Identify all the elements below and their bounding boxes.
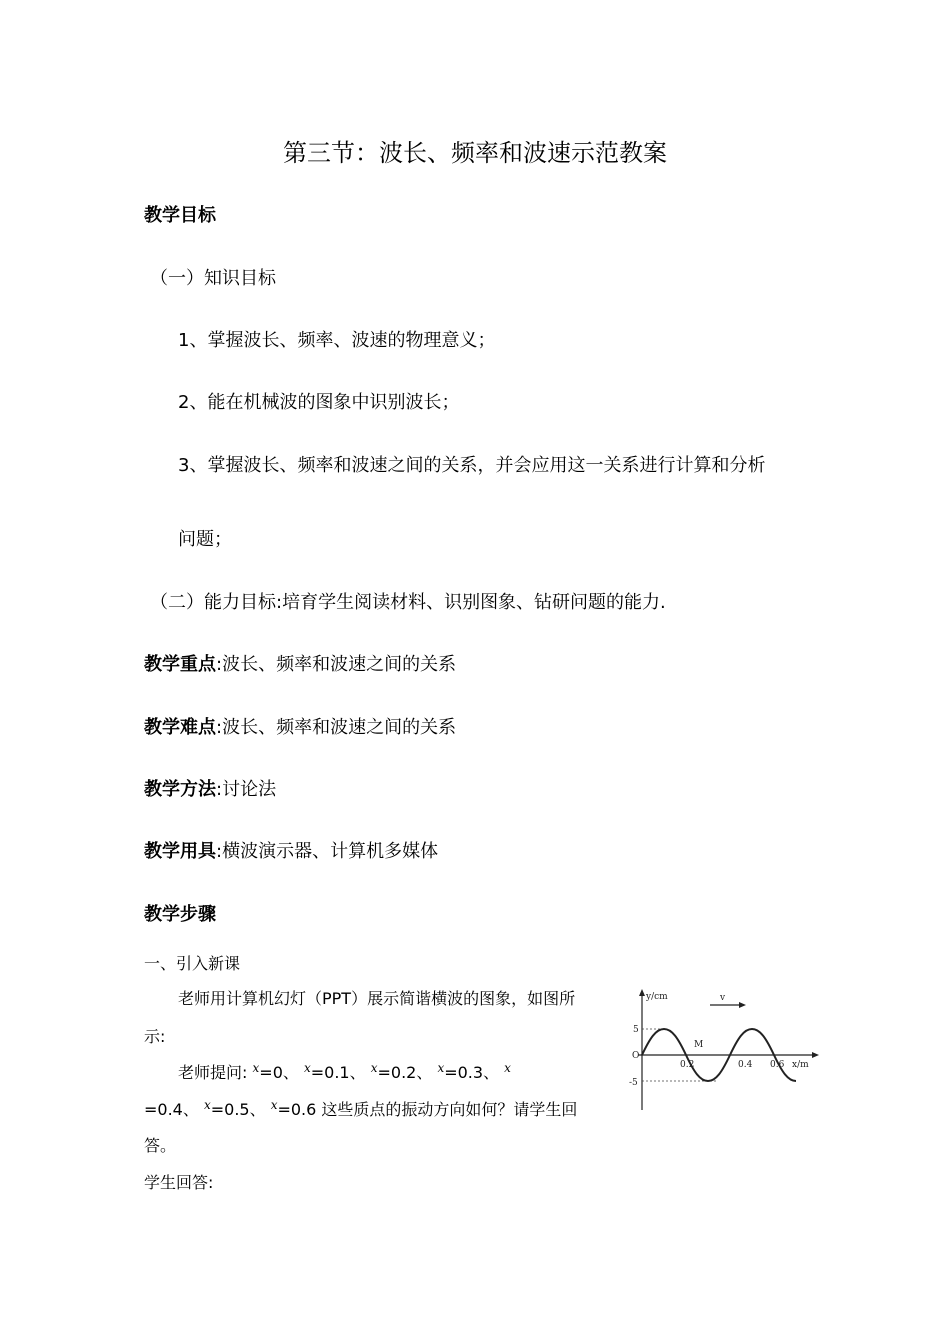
para1-line1: 老师用计算机幻灯（PPT）展示简谐横波的图象，如图所 bbox=[178, 989, 576, 1008]
tools-label: 教学用具 bbox=[144, 841, 216, 862]
x-tick-0.6: 0.6 bbox=[770, 1060, 785, 1070]
objectives-heading: 教学目标 bbox=[144, 205, 216, 226]
para1-line2: 示: bbox=[144, 1027, 166, 1046]
question-line1 bbox=[178, 1060, 511, 1083]
q-val-4: =0.4、 bbox=[144, 1100, 199, 1119]
x-variable: x bbox=[370, 1061, 378, 1075]
tools-text: :横波演示器、计算机多媒体 bbox=[216, 841, 439, 862]
y-tick-neg5: -5 bbox=[629, 1078, 638, 1088]
objective-item-2: 2、能在机械波的图象中识别波长； bbox=[178, 392, 460, 413]
difficulty-label: 教学难点 bbox=[144, 717, 216, 738]
y-axis-arrow bbox=[639, 989, 645, 996]
point-m-label: M bbox=[694, 1040, 704, 1050]
focus-label: 教学重点 bbox=[144, 654, 216, 675]
x-variable: x bbox=[270, 1098, 278, 1112]
q-val-0: =0、 bbox=[259, 1063, 299, 1082]
teaching-tools bbox=[144, 837, 438, 863]
x-variable: x bbox=[252, 1061, 260, 1075]
transverse-wave-figure bbox=[620, 985, 820, 1115]
method-label: 教学方法 bbox=[144, 779, 216, 800]
origin-label: O bbox=[632, 1051, 640, 1061]
q-val-3: =0.3、 bbox=[444, 1063, 500, 1082]
question-prefix: 老师提问: bbox=[178, 1063, 248, 1082]
x-axis-arrow bbox=[812, 1052, 819, 1058]
focus-text: :波长、频率和波速之间的关系 bbox=[216, 654, 457, 675]
x-tick-0.2: 0.2 bbox=[680, 1060, 695, 1070]
method-text: :讨论法 bbox=[216, 779, 277, 800]
ability-objective: （二）能力目标:培育学生阅读材料、识别图象、钻研问题的能力. bbox=[150, 592, 666, 613]
teaching-method bbox=[144, 775, 276, 801]
steps-heading: 教学步骤 bbox=[144, 904, 216, 925]
x-variable: x bbox=[437, 1061, 445, 1075]
q-val-2: =0.2、 bbox=[377, 1063, 433, 1082]
teaching-difficulty bbox=[144, 713, 456, 739]
page-title: 第三节：波长、频率和波速示范教案 bbox=[283, 139, 667, 167]
knowledge-heading: （一）知识目标 bbox=[150, 268, 276, 289]
q-val-1: =0.1、 bbox=[310, 1063, 366, 1082]
question-end: 答。 bbox=[144, 1136, 177, 1155]
y-axis-label: y/cm bbox=[646, 992, 668, 1002]
teaching-focus bbox=[144, 650, 456, 676]
q-val-6: =0.6 这些质点的振动方向如何？请学生回 bbox=[277, 1100, 578, 1119]
difficulty-text: :波长、频率和波速之间的关系 bbox=[216, 717, 457, 738]
x-variable: x bbox=[203, 1098, 211, 1112]
question-line2 bbox=[144, 1097, 577, 1120]
objective-item-3: 3、掌握波长、频率和波速之间的关系，并会应用这一关系进行计算和分析 bbox=[178, 455, 766, 476]
section-intro: 一、引入新课 bbox=[144, 954, 241, 973]
x-axis-label: x/m bbox=[792, 1060, 809, 1070]
x-variable: x bbox=[303, 1061, 311, 1075]
x-variable: x bbox=[504, 1061, 511, 1075]
q-val-5: =0.5、 bbox=[210, 1100, 266, 1119]
velocity-label: v bbox=[720, 993, 726, 1003]
objective-item-1: 1、掌握波长、频率、波速的物理意义； bbox=[178, 330, 496, 351]
objective-item-3-continued: 问题； bbox=[178, 529, 232, 550]
y-tick-5: 5 bbox=[633, 1025, 639, 1035]
velocity-arrowhead bbox=[739, 1002, 746, 1008]
x-tick-0.4: 0.4 bbox=[738, 1060, 753, 1070]
student-answer-label: 学生回答: bbox=[144, 1173, 214, 1192]
